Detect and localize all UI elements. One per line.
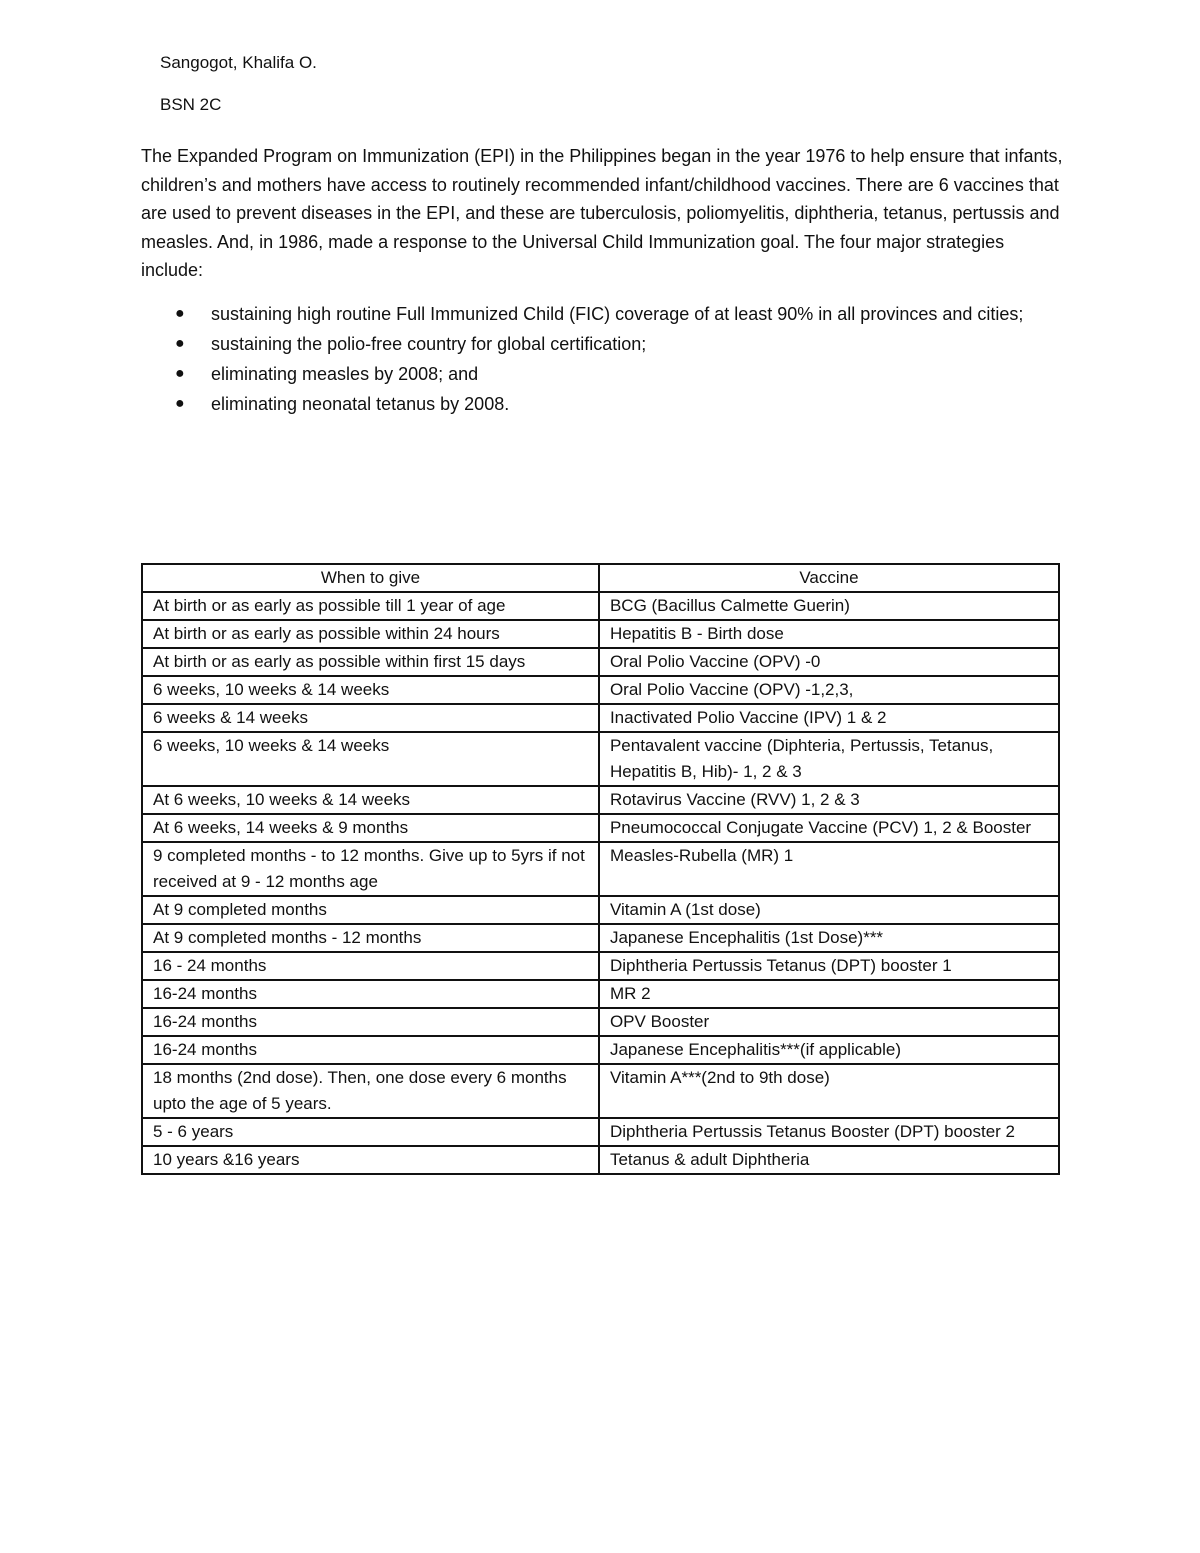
cell-vaccine: Diphtheria Pertussis Tetanus (DPT) booster 1 [599,952,1059,980]
author-name: Sangogot, Khalifa O. [160,53,317,72]
cell-vaccine: Vitamin A (1st dose) [599,896,1059,924]
table-row [142,592,1059,620]
table-row [142,924,1059,952]
cell-vaccine: Japanese Encephalitis (1st Dose)*** [599,924,1059,952]
table-row [142,1008,1059,1036]
table-row [142,1036,1059,1064]
cell-vaccine: BCG (Bacillus Calmette Guerin) [599,592,1059,620]
table-row [142,1146,1059,1174]
table-row [142,704,1059,732]
table-row [142,896,1059,924]
table-row [142,786,1059,814]
cell-vaccine: Oral Polio Vaccine (OPV) -1,2,3, [599,676,1059,704]
strategies-list [141,300,1066,420]
cell-when-to-give: 16 - 24 months [142,952,599,980]
bullet-icon: ● [175,365,185,383]
cell-when-to-give: 10 years &16 years [142,1146,599,1174]
cell-when-to-give: At 9 completed months - 12 months [142,924,599,952]
list-item-text: eliminating measles by 2008; and [211,364,479,385]
cell-vaccine: Oral Polio Vaccine (OPV) -0 [599,648,1059,676]
list-item-text: sustaining high routine Full Immunized Child (FIC) coverage of at least 90% in all provinces and cities; [211,304,1024,324]
immunization-schedule-table [141,563,1060,1175]
list-item [141,390,1066,419]
cell-when-to-give: At 6 weeks, 10 weeks & 14 weeks [142,786,599,814]
table-row [142,1064,1059,1118]
list-item [141,360,1066,389]
cell-when-to-give: 18 months (2nd dose). Then, one dose every 6 months upto the age of 5 years. [142,1064,599,1118]
cell-when-to-give: 16-24 months [142,1008,599,1036]
table-header-row [142,564,1059,592]
table-row [142,842,1059,896]
list-item-text: sustaining the polio-free country for global certification; [211,334,647,355]
cell-vaccine: Diphtheria Pertussis Tetanus Booster (DPT) booster 2 [599,1118,1059,1146]
bullet-icon: ● [175,335,185,353]
table-row [142,1118,1059,1146]
column-header-when: When to give [142,564,599,592]
cell-vaccine: Pneumococcal Conjugate Vaccine (PCV) 1, 2 & Booster [599,814,1059,842]
table-row [142,980,1059,1008]
cell-when-to-give: 16-24 months [142,980,599,1008]
cell-vaccine: Inactivated Polio Vaccine (IPV) 1 & 2 [599,704,1059,732]
cell-when-to-give: 6 weeks, 10 weeks & 14 weeks [142,732,599,786]
table-row [142,620,1059,648]
cell-vaccine: Japanese Encephalitis***(if applicable) [599,1036,1059,1064]
course-section: BSN 2C [160,95,222,114]
table-row [142,676,1059,704]
list-item-text: eliminating neonatal tetanus by 2008. [211,394,510,415]
cell-when-to-give: 16-24 months [142,1036,599,1064]
column-header-vaccine: Vaccine [599,564,1059,592]
cell-when-to-give: 6 weeks & 14 weeks [142,704,599,732]
table-row [142,814,1059,842]
cell-vaccine: Hepatitis B - Birth dose [599,620,1059,648]
cell-vaccine: Pentavalent vaccine (Diphteria, Pertussis, Tetanus, Hepatitis B, Hib)- 1, 2 & 3 [599,732,1059,786]
cell-vaccine: MR 2 [599,980,1059,1008]
table-row [142,648,1059,676]
cell-vaccine: Tetanus & adult Diphtheria [599,1146,1059,1174]
intro-paragraph: The Expanded Program on Immunization (EPI) in the Philippines began in the year 1976 to help ensure that infants, children’s and mothers have access to routinely recommended infant/childhood vaccines. There are 6 vaccines that are used to prevent diseases in the EPI, and these are tuberculosis, poliomyelitis, diphtheria, tetanus, pertussis and measles. And, in 1986, made a response to the Universal Child Immunization goal. The four major strategies include: [141,146,1063,281]
cell-when-to-give: At 6 weeks, 14 weeks & 9 months [142,814,599,842]
cell-when-to-give: 9 completed months - to 12 months. Give up to 5yrs if not received at 9 - 12 months age [142,842,599,896]
cell-vaccine: Measles-Rubella (MR) 1 [599,842,1059,896]
cell-when-to-give: At 9 completed months [142,896,599,924]
table-body [142,592,1059,1174]
cell-vaccine: Rotavirus Vaccine (RVV) 1, 2 & 3 [599,786,1059,814]
list-item [141,330,1066,359]
cell-when-to-give: At birth or as early as possible within 24 hours [142,620,599,648]
bullet-icon: ● [175,305,185,322]
cell-when-to-give: At birth or as early as possible within first 15 days [142,648,599,676]
list-item [141,300,1066,329]
cell-when-to-give: 5 - 6 years [142,1118,599,1146]
cell-vaccine: Vitamin A***(2nd to 9th dose) [599,1064,1059,1118]
table-row [142,732,1059,786]
bullet-icon: ● [175,395,185,413]
cell-when-to-give: At birth or as early as possible till 1 year of age [142,592,599,620]
table-row [142,952,1059,980]
cell-when-to-give: 6 weeks, 10 weeks & 14 weeks [142,676,599,704]
cell-vaccine: OPV Booster [599,1008,1059,1036]
